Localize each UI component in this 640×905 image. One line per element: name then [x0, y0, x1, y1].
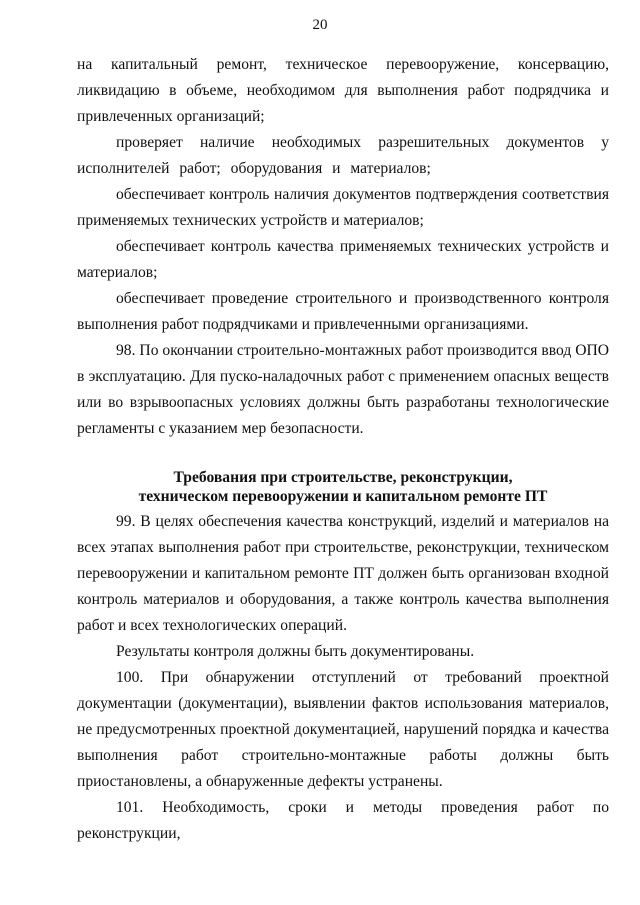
paragraph-conformity-control: обеспечивает контроль наличия документов подтверждения соответствия применяемых технических устройств и материалов; — [77, 186, 609, 229]
section-heading — [77, 468, 609, 506]
paragraph-continuation: на капитальный ремонт, техническое перевооружение, консервацию, ликвидацию в объеме, необходимом для выполнения работ подрядчика и привлеченных организаций; — [77, 56, 609, 125]
page-number: 20 — [312, 17, 328, 33]
paragraph-98: 98. По окончании строительно-монтажных работ производится ввод ОПО в эксплуатацию. Для пуско-наладочных работ с применением опасных веществ или во взрывоопасных условиях должны быть разработаны технологические регламенты с указанием мер безопасности. — [77, 342, 609, 437]
paragraph-99: 99. В целях обеспечения качества конструкций, изделий и материалов на всех этапах выполнения работ при строительстве, реконструкции, техническом перевооружении и капитальном ремонте ПТ должен быть организован входной контроль материалов и оборудования, а также контроль качества выполнения работ и всех технологических операций. — [77, 513, 609, 634]
paragraph-quality-control: обеспечивает контроль качества применяемых технических устройств и материалов; — [77, 238, 609, 281]
paragraph-results-documented: Результаты контроля должны быть документированы. — [116, 643, 475, 660]
document-body — [77, 52, 609, 847]
paragraph-permits-check: проверяет наличие необходимых разрешительных документов у исполнителей работ; оборудования и материалов; — [77, 134, 609, 177]
paragraph-101: 101. Необходимость, сроки и методы проведения работ по реконструкции, — [77, 799, 609, 842]
section-heading-line-1: Требования при строительстве, реконструкции, — [173, 469, 513, 486]
paragraph-100: 100. При обнаружении отступлений от требований проектной документации (документации), выявлении фактов использования материалов, не предусмотренных проектной документацией, нарушений порядка и качества выполнения работ строительно-монтажные работы должны быть приостановлены, а обнаруженные дефекты устранены. — [77, 669, 609, 790]
paragraph-construction-control: обеспечивает проведение строительного и производственного контроля выполнения работ подрядчиками и привлеченными организациями. — [77, 290, 609, 333]
section-heading-line-2: техническом перевооружении и капитальном ремонте ПТ — [138, 488, 548, 505]
